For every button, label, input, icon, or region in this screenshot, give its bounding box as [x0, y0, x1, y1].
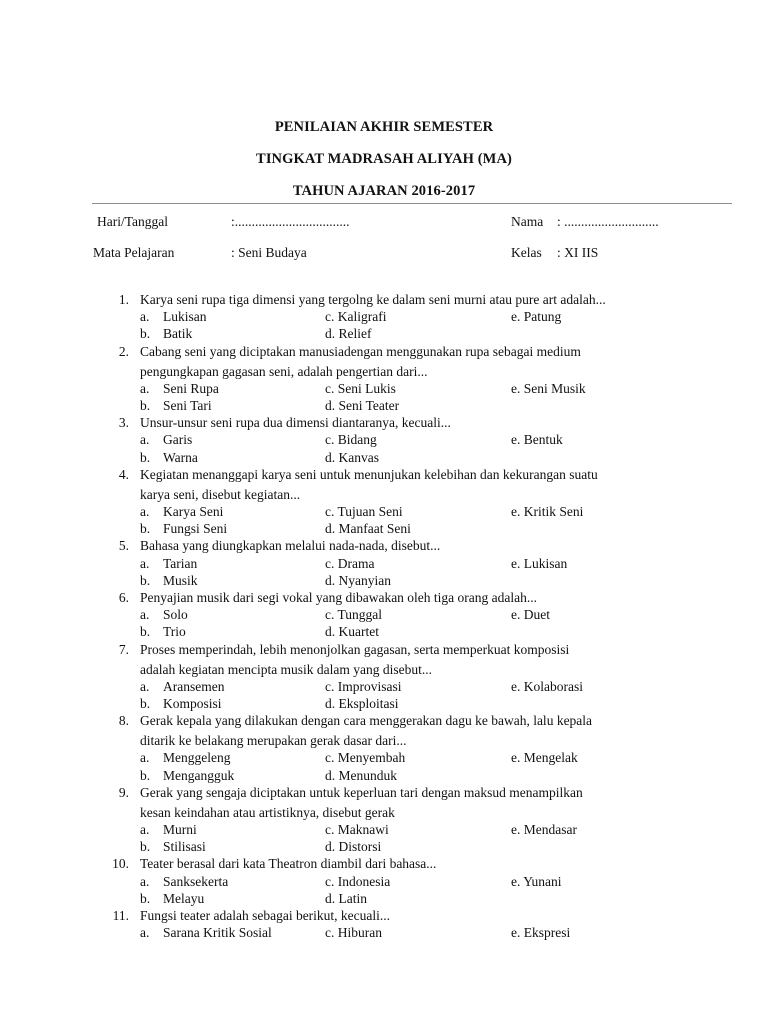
option-letter: a.	[140, 925, 150, 941]
option-text: Garis	[163, 432, 193, 448]
option-letter: b.	[140, 696, 151, 711]
option-text: c. Menyembah	[325, 750, 406, 766]
answer-option	[140, 398, 212, 414]
answer-option	[325, 750, 405, 766]
option-text: e. Patung	[511, 309, 562, 325]
answer-option	[325, 891, 367, 907]
answer-option	[325, 326, 372, 342]
option-text: Sarana Kritik Sosial	[163, 925, 272, 941]
answer-option	[511, 822, 577, 838]
option-text: d. Distorsi	[325, 839, 382, 855]
answer-option	[325, 504, 403, 520]
academic-year: TAHUN AJARAN 2016-2017	[292, 183, 476, 199]
option-letter: b.	[140, 572, 151, 588]
option-letter: a.	[140, 432, 150, 448]
answer-option	[325, 679, 402, 695]
answer-option	[325, 839, 381, 855]
question-text: Kegiatan menanggapi karya seni untuk menunjukan kelebihan dan kekurangan suatu	[140, 466, 598, 482]
option-text: d. Kuartet	[325, 624, 379, 640]
option-letter: a.	[140, 555, 150, 571]
option-text: Menggeleng	[163, 750, 231, 766]
option-text: d. Manfaat Seni	[325, 521, 411, 537]
option-text: Sanksekerta	[163, 873, 229, 889]
kelas-value: : XI IIS	[557, 245, 599, 260]
answer-option	[140, 891, 204, 907]
option-text: Lukisan	[163, 309, 207, 325]
answer-option	[140, 432, 192, 448]
hari-label: Hari/Tanggal	[97, 214, 169, 229]
header-divider	[92, 203, 732, 204]
option-text: c. Kaligrafi	[325, 309, 387, 325]
answer-option	[140, 750, 230, 766]
answer-option	[325, 822, 389, 838]
question-number: 2.	[118, 343, 129, 359]
question-number: 6.	[118, 590, 129, 605]
question-text: Teater berasal dari kata Theatron diambil dari bahasa...	[140, 856, 437, 872]
option-letter: a.	[140, 822, 150, 837]
question-text: Unsur-unsur seni rupa dua dimensi diantaranya, kecuali...	[140, 415, 451, 431]
option-text: Seni Rupa	[163, 380, 219, 396]
option-text: c. Maknawi	[325, 822, 389, 837]
option-letter: a.	[140, 678, 150, 694]
answer-option	[325, 573, 391, 589]
answer-option	[511, 309, 561, 325]
answer-option	[140, 624, 186, 640]
answer-option	[140, 504, 223, 520]
answer-option	[140, 679, 224, 695]
option-text: c. Drama	[325, 555, 375, 571]
option-text: Musik	[163, 572, 198, 588]
answer-option	[325, 521, 411, 537]
question-text: karya seni, disebut kegiatan...	[140, 486, 301, 502]
option-text: Tarian	[163, 555, 198, 571]
option-letter: b.	[140, 767, 151, 783]
answer-option	[325, 696, 399, 712]
option-text: e. Ekspresi	[511, 925, 571, 941]
question-number: 10.	[112, 856, 129, 872]
hari-value: :..................................	[231, 214, 350, 229]
answer-option	[140, 768, 234, 784]
question-text: Cabang seni yang diciptakan manusiadengan menggunakan rupa sebagai medium	[140, 343, 581, 359]
option-text: Mengangguk	[163, 767, 235, 783]
question-text: Fungsi teater adalah sebagai berikut, kecuali...	[140, 908, 391, 923]
option-text: Fungsi Seni	[163, 521, 228, 537]
option-text: d. Menunduk	[325, 767, 397, 783]
nama-value: : ............................	[557, 214, 659, 229]
option-text: Aransemen	[163, 678, 225, 694]
answer-option	[511, 925, 570, 941]
mapel-value: : Seni Budaya	[231, 245, 307, 260]
answer-option	[140, 696, 222, 712]
option-text: c. Bidang	[325, 432, 377, 448]
option-text: d. Latin	[325, 890, 367, 906]
question-number: 4.	[118, 466, 129, 482]
option-letter: b.	[140, 890, 151, 906]
option-letter: b.	[140, 521, 151, 537]
answer-option	[140, 381, 219, 397]
option-letter: a.	[140, 873, 150, 889]
answer-option	[511, 432, 563, 448]
question-text: pengungkapan gagasan seni, adalah pengertian dari...	[140, 363, 428, 379]
question-number: 3.	[118, 415, 129, 431]
question-number: 11.	[112, 908, 129, 923]
option-letter: b.	[140, 839, 151, 855]
option-text: e. Lukisan	[511, 555, 568, 571]
option-text: e. Mendasar	[511, 822, 577, 837]
option-text: Trio	[163, 624, 186, 640]
option-text: c. Seni Lukis	[325, 380, 396, 396]
option-text: c. Tunggal	[325, 607, 383, 623]
question-text: Gerak kepala yang dilakukan dengan cara menggerakan dagu ke bawah, lalu kepala	[140, 713, 593, 729]
exam-title: PENILAIAN AKHIR SEMESTER	[274, 119, 494, 135]
option-text: e. Duet	[511, 607, 550, 623]
answer-option	[325, 768, 397, 784]
question-number: 5.	[118, 538, 129, 554]
option-text: c. Hiburan	[325, 925, 382, 941]
option-text: d. Kanvas	[325, 449, 379, 465]
option-text: Melayu	[163, 890, 205, 906]
answer-option	[325, 607, 382, 623]
question-number: 9.	[118, 784, 129, 800]
option-text: Komposisi	[163, 696, 222, 711]
question-number: 1.	[118, 292, 129, 307]
answer-option	[511, 874, 562, 890]
option-text: e. Bentuk	[511, 432, 563, 448]
option-text: c. Tujuan Seni	[325, 504, 403, 519]
option-text: Stilisasi	[163, 839, 206, 855]
question-text: ditarik ke belakang merupakan gerak dasar dari...	[140, 733, 407, 749]
answer-option	[511, 607, 550, 623]
option-letter: a.	[140, 607, 150, 623]
option-text: d. Nyanyian	[325, 572, 391, 588]
answer-option	[325, 432, 377, 448]
option-text: e. Kolaborasi	[511, 678, 583, 694]
question-text: adalah kegiatan mencipta musik dalam yang disebut...	[140, 661, 433, 677]
mapel-label: Mata Pelajaran	[93, 245, 175, 260]
option-text: Karya Seni	[163, 504, 224, 519]
answer-option	[140, 874, 228, 890]
option-text: e. Seni Musik	[511, 380, 586, 396]
option-text: Murni	[163, 822, 197, 837]
option-text: c. Improvisasi	[325, 678, 402, 694]
option-text: Warna	[163, 449, 198, 465]
answer-option	[325, 398, 399, 414]
option-text: d. Eksploitasi	[325, 696, 399, 711]
option-letter: b.	[140, 449, 151, 465]
answer-option	[325, 925, 382, 941]
question-text: Gerak yang sengaja diciptakan untuk keperluan tari dengan maksud menampilkan	[140, 784, 583, 800]
option-text: d. Seni Teater	[325, 398, 400, 413]
answer-option	[511, 679, 583, 695]
question-text: Proses memperindah, lebih menonjolkan gagasan, serta memperkuat komposisi	[140, 641, 570, 657]
option-text: Solo	[163, 607, 188, 623]
option-text: Seni Tari	[163, 398, 212, 413]
answer-option	[511, 381, 586, 397]
answer-option	[140, 822, 197, 838]
option-letter: a.	[140, 380, 150, 396]
nama-label: Nama	[511, 214, 544, 229]
option-letter: b.	[140, 398, 151, 413]
option-text: c. Indonesia	[325, 873, 391, 889]
answer-option	[325, 450, 379, 466]
option-text: e. Kritik Seni	[511, 504, 584, 519]
answer-option	[140, 925, 272, 941]
answer-option	[140, 839, 206, 855]
answer-option	[325, 556, 374, 572]
question-text: kesan keindahan atau artistiknya, disebut gerak	[140, 804, 395, 820]
answer-option	[140, 573, 198, 589]
answer-option	[511, 750, 578, 766]
option-letter: a.	[140, 309, 150, 325]
option-text: d. Relief	[325, 326, 372, 342]
answer-option	[140, 521, 227, 537]
answer-option	[325, 874, 390, 890]
option-letter: a.	[140, 504, 150, 519]
option-letter: b.	[140, 624, 151, 640]
answer-option	[511, 504, 583, 520]
question-text: Penyajian musik dari segi vokal yang dibawakan oleh tiga orang adalah...	[140, 590, 538, 605]
option-text: e. Mengelak	[511, 750, 578, 766]
answer-option	[140, 326, 192, 342]
answer-option	[140, 607, 188, 623]
option-letter: b.	[140, 326, 151, 342]
question-text: Bahasa yang diungkapkan melalui nada-nada, disebut...	[140, 538, 441, 554]
question-number: 8.	[118, 713, 129, 729]
answer-option	[140, 556, 197, 572]
answer-option	[511, 556, 567, 572]
question-number: 7.	[118, 641, 129, 657]
answer-option	[140, 309, 207, 325]
answer-option	[325, 624, 379, 640]
question-text: Karya seni rupa tiga dimensi yang tergolng ke dalam seni murni atau pure art adalah...	[140, 292, 606, 307]
answer-option	[325, 381, 396, 397]
school-level: TINGKAT MADRASAH ALIYAH (MA)	[256, 151, 512, 167]
option-letter: a.	[140, 750, 150, 766]
option-text: e. Yunani	[511, 873, 562, 889]
kelas-label: Kelas	[511, 245, 542, 260]
answer-option	[325, 309, 386, 325]
option-text: Batik	[163, 326, 193, 342]
answer-option	[140, 450, 198, 466]
